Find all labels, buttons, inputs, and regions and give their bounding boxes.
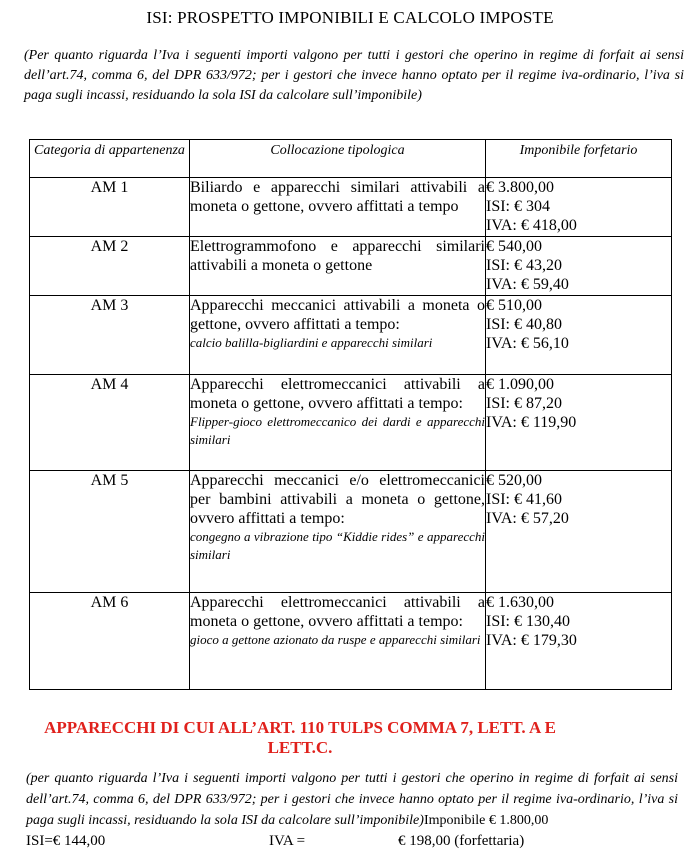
- table-row: [30, 593, 672, 690]
- section-heading-line1: APPARECCHI DI CUI ALL’ART. 110 TULPS COMMA 7, LETT. A E: [44, 718, 556, 737]
- imponibile-value: € 1.630,00: [486, 594, 554, 611]
- table-header-row: [30, 140, 672, 178]
- isi-value: ISI: € 304: [486, 198, 550, 215]
- iva-value: IVA: € 59,40: [486, 276, 569, 293]
- row-amounts: [486, 593, 672, 690]
- intro-note: (Per quanto riguarda l’Iva i seguenti importi valgono per tutti i gestori che operino in regime di forfait ai sensi dell’art.74, comma 6, del DPR 633/972; per i gestori che invece hanno optato per il regime iva-ordinario, l’iva si paga sugli incassi, residuando la sola ISI da calcolare sull’imponibile): [24, 48, 684, 103]
- page-title: ISI: PROSPETTO IMPONIBILI E CALCOLO IMPOSTE: [146, 8, 554, 27]
- iva-value: IVA: € 57,20: [486, 510, 569, 527]
- description-text: Biliardo e apparecchi similari attivabili a moneta o gettone, ovvero affittati a tempo: [190, 179, 485, 215]
- iva-value: IVA: € 56,10: [486, 335, 569, 352]
- imponibile-value: € 520,00: [486, 472, 542, 489]
- section-imponibile: Imponibile € 1.800,00: [423, 813, 549, 828]
- row-category: AM 4: [30, 375, 190, 471]
- description-note: calcio balilla-bigliardini e apparecchi similari: [190, 335, 433, 350]
- row-amounts: [486, 178, 672, 237]
- header-imponibile: Imponibile forfetario: [486, 140, 672, 178]
- section-iva-label: IVA =: [269, 833, 306, 849]
- description-text: Apparecchi elettromeccanici attivabili a moneta o gettone, ovvero affittati a tempo:: [190, 376, 485, 412]
- row-description: [190, 471, 486, 593]
- header-description: Collocazione tipologica: [190, 140, 486, 178]
- section-body: [26, 768, 678, 852]
- header-category: Categoria di appartenenza: [30, 140, 190, 178]
- row-description: [190, 237, 486, 296]
- table-row: [30, 296, 672, 375]
- row-description: [190, 375, 486, 471]
- description-text: Apparecchi meccanici attivabili a moneta o gettone, ovvero affittati a tempo:: [190, 297, 485, 333]
- row-description: [190, 296, 486, 375]
- iva-value: IVA: € 119,90: [486, 414, 577, 431]
- row-amounts: [486, 237, 672, 296]
- imponibile-value: € 540,00: [486, 238, 542, 255]
- isi-value: ISI: € 87,20: [486, 395, 562, 412]
- row-description: [190, 178, 486, 237]
- description-text: Apparecchi elettromeccanici attivabili a moneta o gettone, ovvero affittati a tempo:: [190, 594, 485, 630]
- section-note: (per quanto riguarda l’Iva i seguenti importi valgono per tutti i gestori che operino in regime di forfait ai sensi dell’art.74, comma 6, del DPR 633/972; per i gestori che invece hanno optato per il regime iva-ordinario, l’iva si paga sugli incassi, residuando la sola ISI da calcolare sull’imponibile): [26, 771, 678, 828]
- section-heading-line2: LETT.C.: [267, 738, 333, 757]
- isi-value: ISI: € 43,20: [486, 257, 562, 274]
- row-category: AM 1: [30, 178, 190, 237]
- table-row: [30, 471, 672, 593]
- tax-table: [29, 139, 672, 690]
- isi-value: ISI: € 40,80: [486, 316, 562, 333]
- table-row: [30, 178, 672, 237]
- row-description: [190, 593, 486, 690]
- table-row: [30, 375, 672, 471]
- row-amounts: [486, 375, 672, 471]
- iva-value: IVA: € 179,30: [486, 632, 577, 649]
- row-category: AM 5: [30, 471, 190, 593]
- isi-value: ISI: € 41,60: [486, 491, 562, 508]
- iva-value: IVA: € 418,00: [486, 217, 577, 234]
- isi-value: ISI: € 130,40: [486, 613, 570, 630]
- section-iva-value: € 198,00 (forfettaria): [398, 833, 525, 849]
- description-note: Flipper-gioco elettromeccanico dei dardi e apparecchi similari: [190, 414, 485, 447]
- description-note: congegno a vibrazione tipo “Kiddie rides” e apparecchi similari: [190, 529, 485, 562]
- row-category: AM 2: [30, 237, 190, 296]
- imponibile-value: € 1.090,00: [486, 376, 554, 393]
- row-category: AM 3: [30, 296, 190, 375]
- description-text: Apparecchi meccanici e/o elettromeccanici per bambini attivabili a moneta o gettone, ovvero affittati a tempo:: [190, 472, 485, 527]
- description-note: gioco a gettone azionato da ruspe e apparecchi similari: [190, 632, 481, 647]
- section-isi: ISI=€ 144,00: [26, 833, 106, 849]
- imponibile-value: € 3.800,00: [486, 179, 554, 196]
- table-row: [30, 237, 672, 296]
- row-amounts: [486, 296, 672, 375]
- row-amounts: [486, 471, 672, 593]
- description-text: Elettrogrammofono e apparecchi similari attivabili a moneta o gettone: [190, 238, 485, 274]
- row-category: AM 6: [30, 593, 190, 690]
- imponibile-value: € 510,00: [486, 297, 542, 314]
- section-heading: [0, 718, 600, 758]
